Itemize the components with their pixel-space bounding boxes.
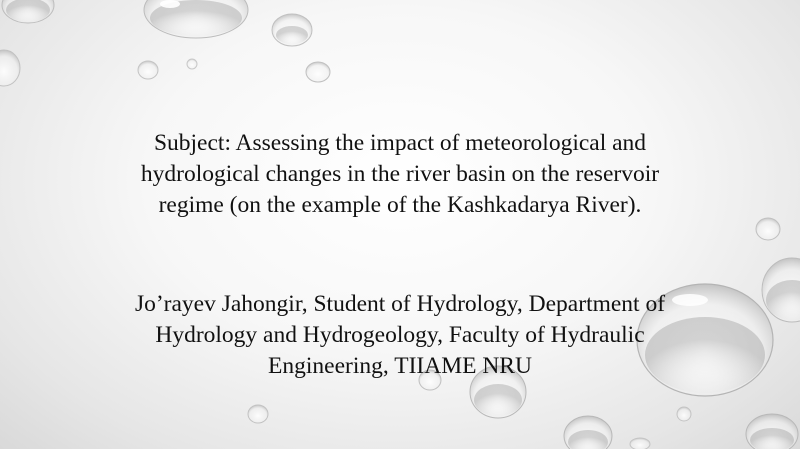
author-text [80, 289, 720, 382]
water-drop [2, 0, 54, 23]
author-line: Engineering, TIIAME NRU [268, 353, 532, 379]
water-drop [138, 61, 158, 79]
water-drop [144, 0, 248, 38]
subject-line: hydrological changes in the river basin on the reservoir [140, 161, 660, 187]
water-drop [0, 50, 20, 86]
subject-line: Subject: Assessing the impact of meteorological and [153, 130, 647, 156]
water-drop [272, 14, 312, 46]
water-drop [746, 414, 798, 449]
subject-text [80, 128, 720, 221]
author-line: Hydrology and Hydrogeology, Faculty of Hydraulic [155, 322, 645, 348]
water-drop [248, 405, 268, 423]
water-drop [630, 438, 650, 449]
water-drop [306, 62, 330, 82]
water-drop [756, 218, 780, 240]
water-drop [762, 258, 800, 322]
subject-line: regime (on the example of the Kashkadarya River). [158, 192, 642, 218]
water-drop [187, 59, 197, 69]
water-drop [564, 416, 612, 449]
water-drop [677, 407, 691, 421]
author-line: Jo’rayev Jahongir, Student of Hydrology, Department of [134, 291, 666, 317]
